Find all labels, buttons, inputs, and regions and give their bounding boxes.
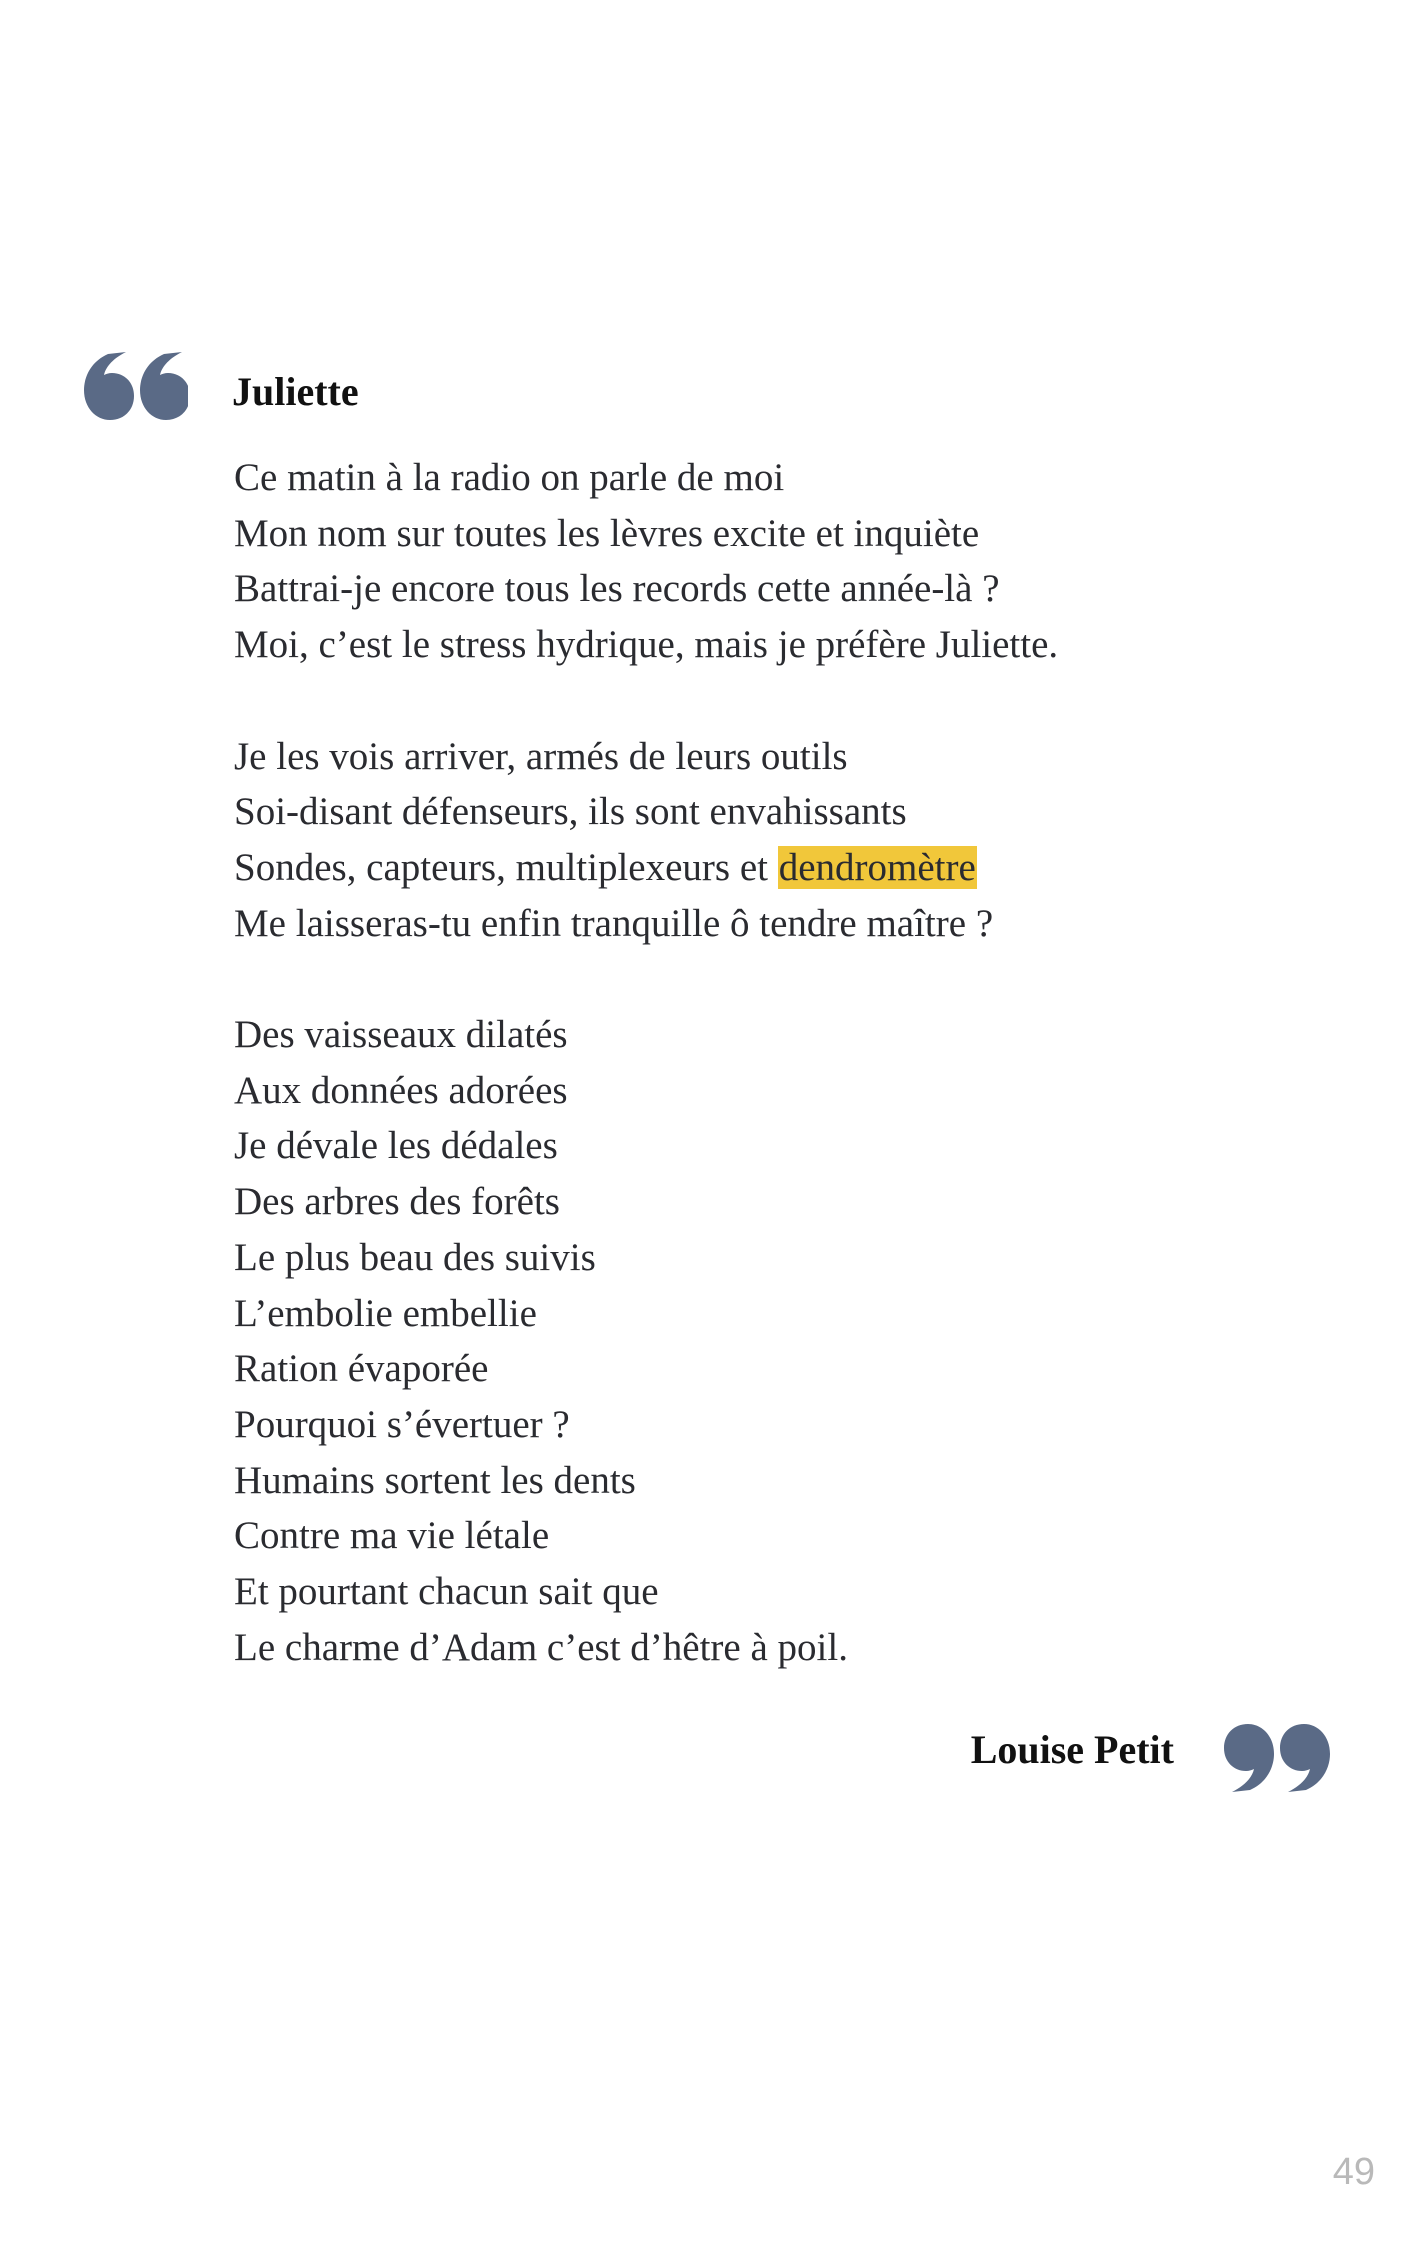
poem-line: Et pourtant chacun sait que <box>234 1570 659 1614</box>
poem-line: Ration évaporée <box>234 1347 489 1391</box>
poem-line: Le plus beau des suivis <box>234 1235 596 1279</box>
poem-line: Ce matin à la radio on parle de moi <box>234 456 785 499</box>
stanza-3 <box>234 1007 1058 1675</box>
poem-line-text: Sondes, capteurs, multiplexeurs et <box>234 845 778 889</box>
page-number: 49 <box>1332 2151 1375 2193</box>
poem-line: Des arbres des forêts <box>234 1180 560 1224</box>
highlighted-word: dendromètre <box>778 845 976 889</box>
stanza-2 <box>234 729 1058 952</box>
poem-line: Me laisseras-tu enfin tranquille ô tendre maître ? <box>234 901 994 945</box>
open-quote-icon <box>78 282 188 432</box>
poem-body <box>234 450 1058 1675</box>
poem-line: Moi, c’est le stress hydrique, mais je préfère Juliette. <box>234 623 1059 667</box>
poem-line: Aux données adorées <box>234 1068 568 1112</box>
poem-line: Humains sortent les dents <box>234 1458 636 1502</box>
poem-line: Soi-disant défenseurs, ils sont envahissants <box>234 790 907 834</box>
poem-line <box>234 840 1058 896</box>
poem-line: Pourquoi s’évertuer ? <box>234 1402 570 1446</box>
poem-title: Juliette <box>232 369 359 414</box>
poem-author: Louise Petit <box>970 1727 1174 1772</box>
poem-line: Je les vois arriver, armés de leurs outils <box>234 734 848 778</box>
poem-line: Le charme d’Adam c’est d’hêtre à poil. <box>234 1625 848 1669</box>
poem-line: Mon nom sur toutes les lèvres excite et inquiète <box>234 511 980 555</box>
poem-line: Contre ma vie létale <box>234 1514 550 1558</box>
stanza-1 <box>234 450 1058 673</box>
poem-line: Des vaisseaux dilatés <box>234 1013 568 1056</box>
poem-line: Je dévale les dédales <box>234 1124 558 1168</box>
poem-line: Battrai-je encore tous les records cette année-là ? <box>234 567 1000 611</box>
poem-line: L’embolie embellie <box>234 1291 537 1335</box>
close-quote-icon <box>1220 1712 1330 1862</box>
